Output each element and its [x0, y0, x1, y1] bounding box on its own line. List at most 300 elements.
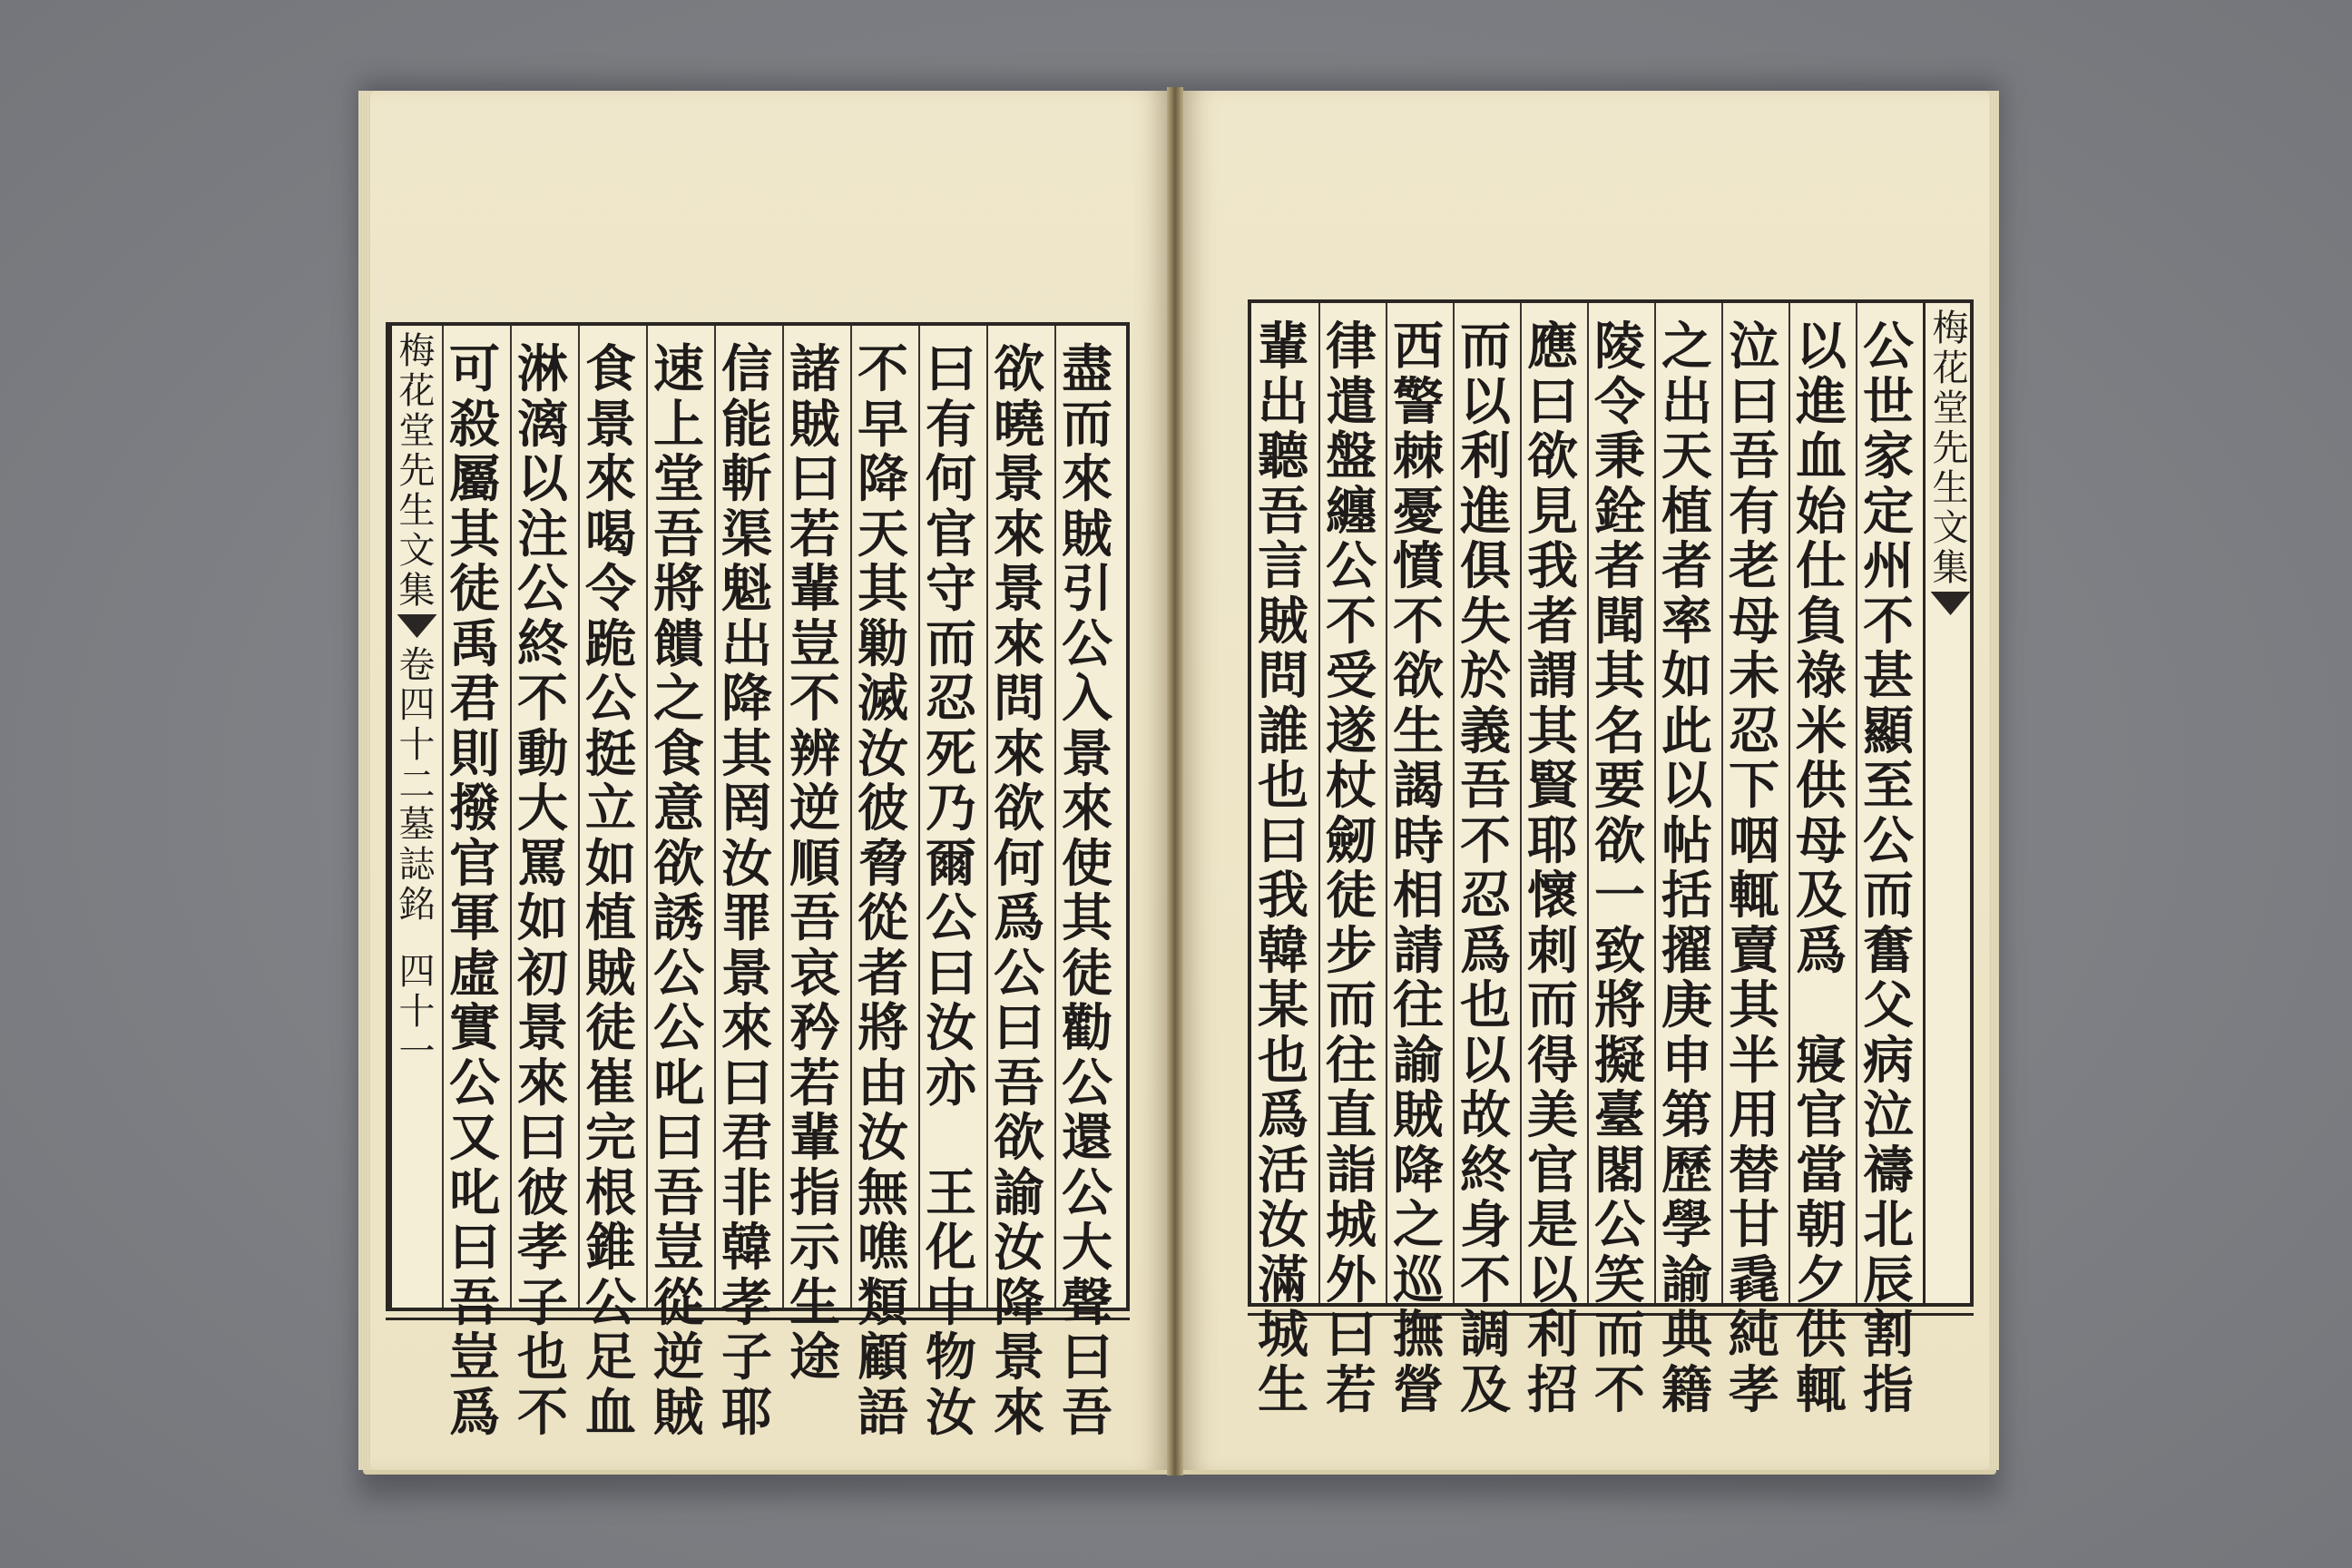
glyph: 叱 [653, 1053, 704, 1113]
margin-label-glyph: 二 [398, 764, 436, 806]
glyph: 堂 [653, 449, 704, 509]
glyph: 賣 [1729, 920, 1779, 981]
glyph: 以 [1460, 1030, 1511, 1091]
glyph: 若 [789, 504, 840, 564]
glyph: 乃 [926, 779, 976, 838]
glyph: 渠 [721, 504, 772, 564]
glyph: 徒 [449, 559, 500, 619]
glyph: 米 [1796, 701, 1847, 761]
glyph: 欲 [653, 833, 704, 894]
glyph: 及 [1460, 1359, 1511, 1420]
glyph: 詣 [1326, 1140, 1377, 1200]
glyph: 如 [1661, 646, 1712, 706]
glyph: 者 [858, 943, 908, 1004]
glyph: 以 [1460, 371, 1511, 432]
glyph: 挺 [585, 723, 636, 784]
glyph: 汝 [721, 833, 772, 894]
left-text-frame [386, 322, 1130, 1443]
glyph: 供 [1796, 1305, 1847, 1365]
glyph: 者 [1594, 536, 1645, 596]
text-column [510, 326, 573, 1443]
glyph: 受 [1326, 646, 1377, 706]
glyph: 欲 [994, 779, 1044, 838]
glyph: 汝 [858, 723, 908, 784]
glyph: 血 [1796, 426, 1847, 486]
glyph: 之 [653, 669, 704, 729]
glyph: 逆 [653, 1328, 704, 1387]
glyph: 食 [653, 723, 704, 784]
glyph: 使 [1062, 833, 1112, 894]
glyph: 公 [653, 998, 704, 1058]
glyph: 令 [585, 559, 636, 619]
glyph: 甚 [1863, 646, 1914, 706]
glyph: 不 [1863, 591, 1914, 652]
text-column [1318, 303, 1382, 1420]
glyph: 噍 [858, 1218, 908, 1278]
glyph: 耶 [721, 1382, 772, 1443]
glyph: 遣 [1326, 371, 1377, 432]
glyph: 來 [585, 449, 636, 509]
glyph: 如 [517, 888, 568, 948]
glyph: 來 [994, 1382, 1044, 1443]
glyph: 則 [449, 723, 500, 784]
glyph: 供 [1796, 756, 1847, 816]
glyph: 下 [1729, 756, 1779, 816]
glyph: 進 [1796, 371, 1847, 432]
glyph: 官 [1796, 1085, 1847, 1145]
glyph: 外 [1326, 1250, 1377, 1310]
glyph: 籍 [1661, 1359, 1712, 1420]
glyph: 淋 [517, 339, 568, 399]
glyph: 撫 [1393, 1305, 1444, 1365]
glyph: 官 [449, 833, 500, 894]
glyph: 將 [858, 998, 908, 1058]
glyph: 憂 [1393, 481, 1444, 542]
glyph: 我 [1258, 866, 1308, 926]
glyph: 其 [1527, 701, 1578, 761]
glyph: 崔 [585, 1053, 636, 1113]
glyph: 指 [1863, 1359, 1914, 1420]
glyph: 誰 [1258, 701, 1308, 761]
glyph: 輩 [1258, 317, 1308, 377]
glyph: 名 [1594, 701, 1645, 761]
glyph: 不 [517, 1382, 568, 1443]
glyph: 當 [1796, 1140, 1847, 1200]
folio-glyph: 一 [398, 1031, 436, 1073]
glyph: 劒 [1326, 810, 1377, 871]
glyph: 汝 [926, 1382, 976, 1443]
glyph: 用 [1729, 1085, 1779, 1145]
glyph: 爾 [926, 833, 976, 894]
glyph: 吾 [653, 504, 704, 564]
glyph: 欲 [1527, 426, 1578, 486]
glyph: 請 [1393, 920, 1444, 981]
glyph: 不 [789, 669, 840, 729]
glyph: 也 [517, 1328, 568, 1387]
glyph: 其 [721, 723, 772, 784]
glyph: 爲 [1796, 920, 1847, 981]
glyph: 爲 [1258, 1085, 1308, 1145]
glyph: 脅 [858, 833, 908, 894]
title-glyph: 文 [1932, 507, 1969, 549]
glyph: 家 [1863, 426, 1914, 486]
glyph: 不 [1393, 591, 1444, 652]
glyph: 歷 [1661, 1140, 1712, 1200]
glyph: 招 [1527, 1359, 1578, 1420]
glyph: 汝 [1258, 1195, 1308, 1255]
glyph: 物 [926, 1328, 976, 1387]
text-column [850, 326, 914, 1443]
glyph: 不 [1460, 810, 1511, 871]
glyph: 公 [1062, 1053, 1112, 1113]
glyph: 聞 [1594, 591, 1645, 652]
glyph: 曰 [994, 998, 1044, 1058]
title-glyph: 生 [398, 490, 436, 532]
glyph: 立 [585, 779, 636, 838]
glyph: 速 [653, 339, 704, 399]
glyph: 公 [585, 669, 636, 729]
glyph: 生 [1258, 1359, 1308, 1420]
glyph: 步 [1326, 920, 1377, 981]
glyph: 也 [1460, 975, 1511, 1035]
glyph: 其 [449, 504, 500, 564]
glyph: 學 [1661, 1195, 1712, 1255]
title-glyph: 堂 [1932, 387, 1969, 429]
glyph: 母 [1796, 810, 1847, 871]
text-column [1654, 303, 1718, 1420]
glyph: 於 [1460, 646, 1511, 706]
glyph: 降 [721, 669, 772, 729]
text-column [1856, 303, 1919, 1420]
glyph: 不 [517, 669, 568, 729]
glyph: 曰 [789, 449, 840, 509]
margin-label-glyph: 卷 [398, 644, 436, 686]
glyph: 有 [1729, 481, 1779, 542]
glyph: 景 [994, 559, 1044, 619]
glyph: 徒 [1062, 943, 1112, 1004]
glyph: 賢 [1527, 756, 1578, 816]
glyph: 欲 [1594, 810, 1645, 871]
title-glyph: 生 [1932, 467, 1969, 509]
glyph: 見 [1527, 481, 1578, 542]
glyph: 祿 [1796, 646, 1847, 706]
glyph: 母 [1729, 591, 1779, 652]
glyph: 擢 [1661, 920, 1712, 981]
glyph: 豈 [653, 1218, 704, 1278]
glyph: 刺 [1527, 920, 1578, 981]
glyph [919, 1111, 983, 1166]
glyph: 滿 [1258, 1250, 1308, 1310]
glyph: 出 [721, 613, 772, 674]
title-glyph: 集 [1932, 547, 1969, 589]
glyph: 景 [517, 998, 568, 1058]
glyph: 矜 [789, 998, 840, 1058]
glyph: 棘 [1393, 426, 1444, 486]
glyph: 大 [1062, 1218, 1112, 1278]
glyph: 類 [858, 1272, 908, 1333]
glyph: 從 [653, 1272, 704, 1333]
text-column [714, 326, 778, 1443]
glyph: 一 [1594, 866, 1645, 926]
glyph: 公 [1863, 810, 1914, 871]
text-column [1453, 303, 1516, 1420]
glyph: 第 [1661, 1085, 1712, 1145]
glyph: 叱 [449, 1162, 500, 1223]
glyph: 純 [1729, 1305, 1779, 1365]
glyph: 笑 [1594, 1250, 1645, 1310]
text-column [782, 326, 846, 1387]
glyph: 以 [1527, 1250, 1578, 1310]
glyph: 帖 [1661, 810, 1712, 871]
glyph: 奮 [1863, 920, 1914, 981]
glyph: 警 [1393, 371, 1444, 432]
glyph: 而 [1527, 975, 1578, 1035]
glyph: 辨 [789, 723, 840, 784]
glyph: 爲 [1460, 920, 1511, 981]
title-glyph: 集 [398, 570, 436, 612]
glyph: 曰 [449, 1218, 500, 1278]
glyph: 來 [721, 998, 772, 1058]
glyph: 美 [1527, 1085, 1578, 1145]
glyph: 來 [994, 613, 1044, 674]
glyph: 軍 [449, 888, 500, 948]
glyph: 途 [789, 1328, 840, 1387]
glyph: 辰 [1863, 1250, 1914, 1310]
glyph: 若 [789, 1053, 840, 1113]
glyph: 夕 [1796, 1250, 1847, 1310]
glyph: 汝 [994, 1218, 1044, 1278]
glyph: 錐 [585, 1218, 636, 1278]
glyph: 來 [1062, 779, 1112, 838]
glyph: 虛 [449, 943, 500, 1004]
glyph: 植 [585, 888, 636, 948]
glyph: 而 [1594, 1305, 1645, 1365]
glyph: 入 [1062, 669, 1112, 729]
text-column [918, 326, 982, 1443]
title-glyph: 文 [398, 530, 436, 572]
glyph: 也 [1258, 1030, 1308, 1091]
glyph: 來 [517, 1053, 568, 1113]
glyph: 負 [1796, 591, 1847, 652]
glyph: 植 [1661, 481, 1712, 542]
glyph: 完 [585, 1108, 636, 1168]
margin-label-glyph: 墓 [398, 804, 436, 846]
glyph: 賊 [789, 394, 840, 455]
glyph: 誘 [653, 888, 704, 948]
glyph: 及 [1796, 866, 1847, 926]
glyph: 子 [517, 1272, 568, 1333]
glyph: 問 [1258, 646, 1308, 706]
glyph: 致 [1594, 920, 1645, 981]
glyph: 始 [1796, 481, 1847, 542]
glyph: 進 [1460, 481, 1511, 542]
glyph: 公 [653, 943, 704, 1004]
glyph: 指 [789, 1162, 840, 1223]
text-column [442, 326, 505, 1443]
glyph: 我 [1527, 536, 1578, 596]
glyph: 如 [585, 833, 636, 894]
glyph: 而 [1863, 866, 1914, 926]
glyph: 耶 [1527, 810, 1578, 871]
glyph: 殺 [449, 394, 500, 455]
glyph: 故 [1460, 1085, 1511, 1145]
glyph: 不 [1326, 591, 1377, 652]
glyph: 其 [858, 559, 908, 619]
glyph: 半 [1729, 1030, 1779, 1091]
glyph: 爲 [994, 888, 1044, 948]
glyph: 降 [858, 449, 908, 509]
folio-glyph: 十 [398, 991, 436, 1033]
fish-tail-mark [397, 614, 437, 638]
glyph: 豈 [789, 613, 840, 674]
margin-label-glyph: 十 [398, 724, 436, 766]
glyph: 而 [1326, 975, 1377, 1035]
text-column [1054, 326, 1118, 1443]
glyph: 城 [1258, 1305, 1308, 1365]
fish-tail-mark [1931, 592, 1971, 615]
glyph: 利 [1460, 426, 1511, 486]
glyph: 意 [653, 779, 704, 838]
glyph: 甘 [1729, 1195, 1779, 1255]
glyph: 之 [1661, 317, 1712, 377]
glyph: 景 [585, 394, 636, 455]
glyph: 無 [858, 1162, 908, 1223]
glyph: 輒 [1796, 1359, 1847, 1420]
glyph: 盡 [1062, 339, 1112, 399]
glyph: 公 [517, 559, 568, 619]
glyph: 其 [1729, 975, 1779, 1035]
glyph: 出 [1661, 371, 1712, 432]
glyph: 利 [1527, 1305, 1578, 1365]
glyph: 曰 [517, 1108, 568, 1168]
text-column [1386, 303, 1449, 1420]
glyph: 景 [1062, 723, 1112, 784]
text-column [1721, 303, 1785, 1420]
glyph: 何 [994, 833, 1044, 894]
title-glyph: 梅 [1932, 308, 1969, 349]
glyph: 毳 [1729, 1250, 1779, 1310]
glyph: 語 [858, 1382, 908, 1443]
glyph: 生 [1393, 701, 1444, 761]
glyph: 終 [1460, 1140, 1511, 1200]
glyph: 饋 [653, 613, 704, 674]
glyph: 曰 [1062, 1328, 1112, 1387]
glyph: 諸 [789, 339, 840, 399]
glyph: 又 [449, 1108, 500, 1168]
glyph: 信 [721, 339, 772, 399]
glyph: 孝 [517, 1218, 568, 1278]
glyph: 喝 [585, 504, 636, 564]
margin-label-glyph: 誌 [398, 844, 436, 886]
title-glyph: 堂 [398, 410, 436, 452]
glyph: 至 [1863, 756, 1914, 816]
glyph: 撥 [449, 779, 500, 838]
glyph: 根 [585, 1162, 636, 1223]
glyph: 吾 [1062, 1382, 1112, 1443]
glyph: 能 [721, 394, 772, 455]
glyph: 顯 [1863, 701, 1914, 761]
glyph: 徒 [585, 998, 636, 1058]
glyph: 而 [1062, 394, 1112, 455]
glyph: 諭 [1393, 1030, 1444, 1091]
center-margin-column [1923, 303, 1975, 1303]
glyph: 漓 [517, 394, 568, 455]
glyph: 順 [789, 833, 840, 894]
glyph: 上 [653, 394, 704, 455]
glyph: 而 [926, 613, 976, 674]
glyph: 欲 [994, 339, 1044, 399]
glyph: 由 [858, 1053, 908, 1113]
glyph: 公 [449, 1053, 500, 1113]
glyph: 公 [1062, 1162, 1112, 1223]
glyph: 官 [1527, 1140, 1578, 1200]
glyph: 罔 [721, 779, 772, 838]
glyph: 以 [1796, 317, 1847, 377]
glyph: 銓 [1594, 481, 1645, 542]
glyph: 吾 [1460, 756, 1511, 816]
glyph: 申 [1661, 1030, 1712, 1091]
glyph: 勦 [858, 613, 908, 674]
glyph: 忍 [1729, 701, 1779, 761]
glyph: 應 [1527, 317, 1578, 377]
glyph: 以 [517, 449, 568, 509]
glyph: 非 [721, 1162, 772, 1223]
glyph: 時 [1393, 810, 1444, 871]
glyph: 豈 [449, 1328, 500, 1387]
glyph: 吾 [1258, 481, 1308, 542]
center-margin-column [389, 326, 442, 1308]
glyph: 顧 [858, 1328, 908, 1387]
glyph: 公 [1326, 536, 1377, 596]
glyph: 泣 [1863, 1085, 1914, 1145]
glyph: 天 [858, 504, 908, 564]
title-glyph: 先 [398, 450, 436, 492]
glyph: 彼 [858, 779, 908, 838]
glyph: 憤 [1393, 536, 1444, 596]
glyph: 公 [1062, 613, 1112, 674]
glyph: 守 [926, 559, 976, 619]
glyph: 公 [926, 888, 976, 948]
book-gutter [1167, 87, 1183, 1475]
glyph: 生 [789, 1272, 840, 1333]
margin-label-glyph: 四 [398, 684, 436, 726]
glyph [1789, 978, 1853, 1034]
glyph: 得 [1527, 1030, 1578, 1091]
glyph: 吾 [994, 1053, 1044, 1113]
glyph: 不 [858, 339, 908, 399]
glyph: 罪 [721, 888, 772, 948]
glyph: 將 [653, 559, 704, 619]
glyph: 爲 [449, 1382, 500, 1443]
glyph: 西 [1393, 317, 1444, 377]
glyph: 王 [926, 1162, 976, 1223]
text-column [1520, 303, 1583, 1420]
glyph: 也 [1258, 756, 1308, 816]
glyph: 遂 [1326, 701, 1377, 761]
title-glyph: 先 [1932, 427, 1969, 469]
glyph: 閣 [1594, 1140, 1645, 1200]
glyph: 是 [1527, 1195, 1578, 1255]
glyph: 韓 [721, 1218, 772, 1278]
glyph: 曰 [1258, 810, 1308, 871]
glyph: 此 [1661, 701, 1712, 761]
glyph: 要 [1594, 756, 1645, 816]
glyph: 寢 [1796, 1030, 1847, 1091]
glyph: 輩 [789, 559, 840, 619]
glyph: 父 [1863, 975, 1914, 1035]
glyph: 注 [517, 504, 568, 564]
glyph: 賊 [1393, 1085, 1444, 1145]
